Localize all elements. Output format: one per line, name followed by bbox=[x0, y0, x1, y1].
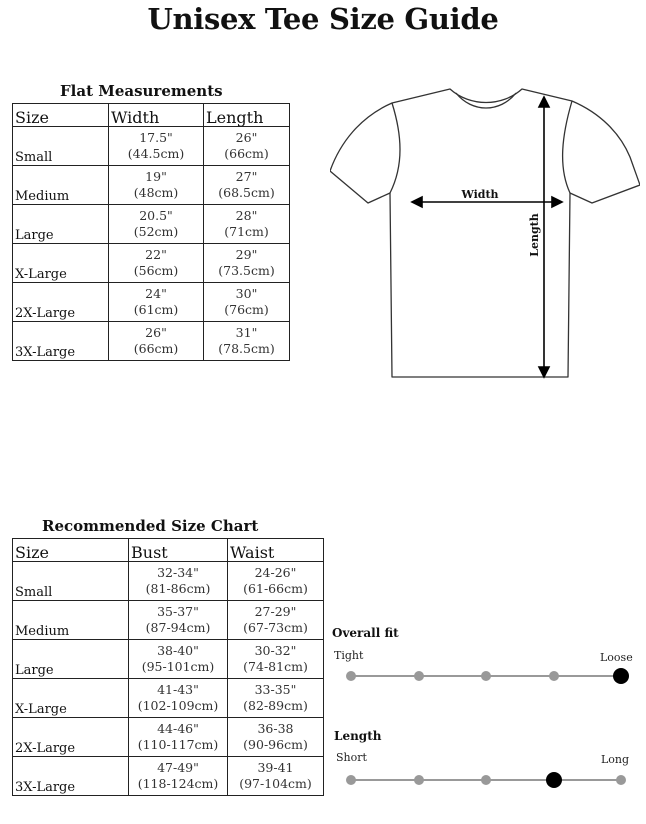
bust-cell-cm: (118-124cm) bbox=[137, 776, 219, 791]
size-cell: 2X-Large bbox=[13, 718, 129, 757]
width-cell-inches: 22" bbox=[145, 247, 167, 262]
waist-cell-inches: 36-38 bbox=[257, 721, 294, 736]
waist-cell bbox=[228, 562, 324, 601]
waist-cell bbox=[228, 601, 324, 640]
width-cell-inches: 26" bbox=[145, 325, 167, 340]
width-cell bbox=[109, 166, 204, 205]
overall-fit-dot bbox=[549, 671, 559, 681]
width-cell-inches: 24" bbox=[145, 286, 167, 301]
width-cell-cm: (56cm) bbox=[133, 263, 179, 278]
length-fit-min-label: Short bbox=[336, 751, 367, 764]
length-fit-title: Length bbox=[334, 729, 382, 743]
table-row bbox=[13, 757, 324, 796]
width-cell-cm: (52cm) bbox=[133, 224, 179, 239]
length-label: Length bbox=[528, 213, 541, 257]
waist-cell-cm: (82-89cm) bbox=[243, 698, 308, 713]
length-cell-inches: 27" bbox=[235, 169, 258, 184]
size-cell: Medium bbox=[13, 166, 109, 205]
bust-cell-inches: 32-34" bbox=[157, 565, 199, 580]
table-row bbox=[13, 679, 324, 718]
bust-cell-inches: 38-40" bbox=[157, 643, 199, 658]
overall-fit-scale bbox=[345, 666, 627, 686]
waist-cell-inches: 24-26" bbox=[254, 565, 297, 580]
bust-cell bbox=[129, 601, 228, 640]
bust-cell-inches: 47-49" bbox=[157, 760, 199, 775]
waist-cell-cm: (90-96cm) bbox=[243, 737, 308, 752]
length-cell-cm: (71cm) bbox=[224, 224, 269, 239]
bust-cell bbox=[129, 562, 228, 601]
waist-cell-cm: (67-73cm) bbox=[243, 620, 308, 635]
table-row bbox=[13, 601, 324, 640]
length-cell bbox=[204, 205, 290, 244]
length-fit-dot bbox=[346, 775, 356, 785]
width-cell bbox=[109, 322, 204, 361]
table-row bbox=[13, 127, 290, 166]
flat-measurements-title: Flat Measurements bbox=[60, 82, 223, 100]
header-waist: Waist bbox=[228, 539, 324, 562]
overall-fit-max-label: Loose bbox=[600, 651, 633, 664]
length-arrow-top-head bbox=[539, 97, 549, 107]
bust-cell-cm: (102-109cm) bbox=[137, 698, 219, 713]
table-row bbox=[13, 283, 290, 322]
size-cell: Medium bbox=[13, 601, 129, 640]
table-row bbox=[13, 640, 324, 679]
page-title: Unisex Tee Size Guide bbox=[147, 2, 499, 36]
length-cell-inches: 28" bbox=[235, 208, 258, 223]
tshirt-outline bbox=[330, 89, 640, 377]
size-cell: Small bbox=[13, 562, 129, 601]
length-cell-inches: 31" bbox=[235, 325, 258, 340]
table-row bbox=[13, 718, 324, 757]
waist-cell-cm: (97-104cm) bbox=[239, 776, 312, 791]
bust-cell-cm: (110-117cm) bbox=[137, 737, 219, 752]
length-cell bbox=[204, 244, 290, 283]
width-cell-cm: (66cm) bbox=[133, 341, 179, 356]
bust-cell bbox=[129, 679, 228, 718]
recommended-size-table bbox=[12, 538, 324, 796]
length-fit-dot bbox=[481, 775, 491, 785]
length-cell-cm: (76cm) bbox=[224, 302, 269, 317]
waist-cell-inches: 33-35" bbox=[254, 682, 297, 697]
waist-cell bbox=[228, 718, 324, 757]
tshirt-collar bbox=[456, 93, 516, 108]
size-cell: 2X-Large bbox=[13, 283, 109, 322]
header-size: Size bbox=[13, 539, 129, 562]
size-cell: Small bbox=[13, 127, 109, 166]
table-row bbox=[13, 322, 290, 361]
size-cell: 3X-Large bbox=[13, 322, 109, 361]
header-bust: Bust bbox=[129, 539, 228, 562]
flat-measurements-table bbox=[12, 103, 290, 361]
bust-cell bbox=[129, 640, 228, 679]
width-arrow-left-head bbox=[412, 197, 422, 207]
overall-fit-dot-selected bbox=[613, 668, 629, 684]
waist-cell-cm: (74-81cm) bbox=[243, 659, 308, 674]
length-cell-inches: 26" bbox=[235, 130, 258, 145]
table-row bbox=[13, 166, 290, 205]
bust-cell bbox=[129, 757, 228, 796]
header-size: Size bbox=[13, 104, 109, 127]
bust-cell-inches: 35-37" bbox=[157, 604, 199, 619]
waist-cell-inches: 27-29" bbox=[254, 604, 297, 619]
length-cell-cm: (73.5cm) bbox=[218, 263, 275, 278]
table-row bbox=[13, 562, 324, 601]
width-cell bbox=[109, 244, 204, 283]
waist-cell bbox=[228, 679, 324, 718]
length-cell-cm: (66cm) bbox=[224, 146, 269, 161]
tshirt-right-seam bbox=[563, 101, 572, 193]
overall-fit-dot bbox=[481, 671, 491, 681]
width-cell bbox=[109, 127, 204, 166]
length-cell-cm: (68.5cm) bbox=[218, 185, 275, 200]
length-fit-dot bbox=[616, 775, 626, 785]
tshirt-diagram bbox=[330, 85, 640, 385]
length-cell bbox=[204, 127, 290, 166]
tshirt-left-seam bbox=[390, 103, 400, 193]
width-cell-inches: 20.5" bbox=[139, 208, 173, 223]
length-cell-inches: 30" bbox=[235, 286, 258, 301]
width-cell-inches: 17.5" bbox=[139, 130, 173, 145]
header-length: Length bbox=[204, 104, 290, 127]
length-fit-dot bbox=[414, 775, 424, 785]
table-header-row bbox=[13, 104, 290, 127]
length-fit-dot-selected bbox=[546, 772, 562, 788]
length-cell-inches: 29" bbox=[235, 247, 258, 262]
width-cell-cm: (61cm) bbox=[133, 302, 179, 317]
width-cell bbox=[109, 205, 204, 244]
bust-cell-inches: 41-43" bbox=[157, 682, 199, 697]
width-cell bbox=[109, 283, 204, 322]
overall-fit-min-label: Tight bbox=[334, 649, 364, 662]
length-cell-cm: (78.5cm) bbox=[218, 341, 275, 356]
overall-fit-dot bbox=[346, 671, 356, 681]
bust-cell-cm: (95-101cm) bbox=[141, 659, 215, 674]
length-cell bbox=[204, 322, 290, 361]
table-header-row bbox=[13, 539, 324, 562]
length-arrow-bottom-head bbox=[539, 367, 549, 377]
bust-cell-cm: (81-86cm) bbox=[145, 581, 211, 596]
waist-cell-inches: 39-41 bbox=[257, 760, 294, 775]
width-arrow-right-head bbox=[552, 197, 562, 207]
length-cell bbox=[204, 166, 290, 205]
width-label: Width bbox=[461, 188, 499, 201]
table-row bbox=[13, 205, 290, 244]
size-cell: X-Large bbox=[13, 679, 129, 718]
bust-cell-cm: (87-94cm) bbox=[145, 620, 211, 635]
size-cell: Large bbox=[13, 205, 109, 244]
size-cell: 3X-Large bbox=[13, 757, 129, 796]
width-cell-cm: (48cm) bbox=[133, 185, 179, 200]
width-cell-inches: 19" bbox=[145, 169, 167, 184]
waist-cell bbox=[228, 640, 324, 679]
length-cell bbox=[204, 283, 290, 322]
length-fit-scale bbox=[345, 770, 627, 790]
size-cell: Large bbox=[13, 640, 129, 679]
length-fit-max-label: Long bbox=[601, 753, 630, 766]
table-row bbox=[13, 244, 290, 283]
waist-cell-cm: (61-66cm) bbox=[243, 581, 308, 596]
header-width: Width bbox=[109, 104, 204, 127]
size-cell: X-Large bbox=[13, 244, 109, 283]
waist-cell bbox=[228, 757, 324, 796]
bust-cell-inches: 44-46" bbox=[157, 721, 199, 736]
overall-fit-dot bbox=[414, 671, 424, 681]
overall-fit-title: Overall fit bbox=[332, 626, 399, 640]
width-cell-cm: (44.5cm) bbox=[127, 146, 185, 161]
bust-cell bbox=[129, 718, 228, 757]
recommended-size-chart-title: Recommended Size Chart bbox=[42, 517, 259, 535]
waist-cell-inches: 30-32" bbox=[254, 643, 297, 658]
